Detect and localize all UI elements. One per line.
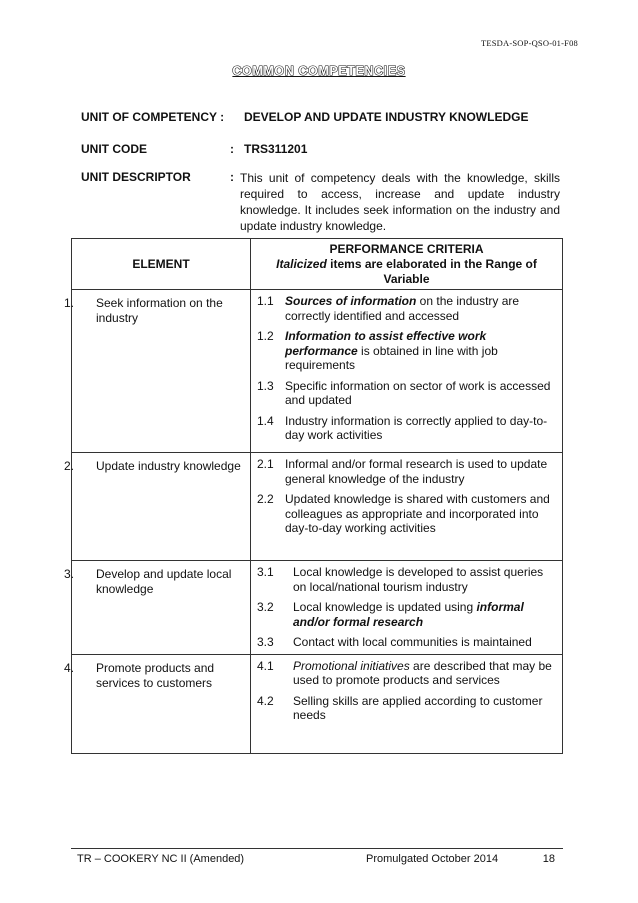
table-row: [72, 453, 563, 561]
unit-descriptor-text: This unit of competency deals with the knowledge, skills required to access, increase and update industry knowledge. It includes seek information on the industry and update industry knowledge.: [240, 171, 560, 233]
element-number: 2.: [64, 459, 75, 473]
criterion: [257, 492, 552, 536]
performance-criteria-note-italic: Italicized: [276, 256, 327, 271]
unit-descriptor-colon: :: [230, 170, 234, 184]
criterion: [257, 565, 552, 594]
criterion-text: Specific information on sector of work is accessed and updated: [285, 378, 551, 407]
criteria-cell: [251, 654, 563, 753]
criterion-text: Selling skills are applied according to customer needs: [293, 693, 543, 722]
criterion-emphasis: informal and/or formal research: [293, 600, 524, 629]
criterion: [257, 600, 552, 629]
footer-document-title: TR – COOKERY NC II (Amended): [77, 853, 245, 865]
criterion: [257, 414, 552, 443]
criterion-text: Local knowledge is developed to assist queries on local/national tourism industry: [293, 565, 544, 594]
criterion: [257, 329, 552, 373]
criterion-emphasis: Promotional initiatives: [293, 658, 410, 673]
criteria-cell: [251, 290, 563, 453]
unit-descriptor-label: UNIT DESCRIPTOR: [81, 170, 191, 184]
criterion: [257, 294, 552, 323]
criterion: [257, 635, 552, 650]
competency-table: [64, 238, 563, 754]
page-footer: [71, 848, 563, 865]
criterion: [257, 694, 552, 723]
element-cell: [64, 453, 251, 561]
unit-code-label: UNIT CODE: [81, 142, 147, 156]
page-number: 18: [542, 853, 555, 865]
unit-descriptor: [81, 170, 234, 184]
criterion-number: 1.1: [257, 294, 274, 308]
criterion-number: 4.1: [257, 658, 274, 673]
element-text: Seek information on the industry: [96, 296, 223, 325]
criterion-text: is obtained in line with job requirements: [285, 343, 498, 372]
performance-criteria-column-header: [251, 239, 563, 290]
criterion-number: 2.1: [257, 457, 274, 471]
criterion: [257, 379, 552, 408]
criterion-number: 3.1: [257, 565, 274, 579]
element-column-header: ELEMENT: [72, 239, 251, 290]
element-text: Promote products and services to customers: [96, 660, 215, 690]
unit-of-competency: [81, 110, 529, 124]
footer-promulgation: Promulgated October 2014: [366, 853, 499, 865]
criterion-emphasis: Information to assist effective work performance: [285, 329, 487, 358]
criterion: [257, 659, 552, 688]
criterion: [257, 457, 552, 486]
element-cell: [64, 561, 251, 655]
element-text: Develop and update local knowledge: [96, 567, 232, 596]
criterion-text: Updated knowledge is shared with customers and colleagues as appropriate and incorporated into day-to-day working activities: [285, 492, 550, 535]
criterion-number: 1.2: [257, 329, 274, 343]
criterion-text: on the industry are correctly identified and accessed: [285, 294, 520, 323]
criterion-number: 1.4: [257, 413, 274, 428]
unit-code-colon: :: [230, 142, 234, 156]
document-reference: TESDA-SOP-QSO-01-F08: [480, 38, 578, 48]
criterion-number: 3.2: [257, 600, 274, 614]
element-number: 4.: [64, 660, 75, 675]
element-text: Update industry knowledge: [96, 459, 241, 473]
performance-criteria-note: items are elaborated in the Range of Variable: [326, 256, 537, 286]
criterion-text: Local knowledge is updated using: [293, 600, 477, 614]
table-header-row: [72, 239, 563, 290]
criterion-text: Contact with local communities is maintained: [293, 635, 532, 649]
unit-code-value: TRS311201: [244, 142, 308, 156]
element-number: 3.: [64, 567, 75, 581]
criteria-cell: [251, 561, 563, 655]
unit-of-competency-value: DEVELOP AND UPDATE INDUSTRY KNOWLEDGE: [244, 110, 529, 124]
element-number: 1.: [64, 296, 75, 310]
unit-code: [81, 142, 308, 156]
page-title: COMMON COMPETENCIES: [232, 64, 406, 78]
criterion-number: 4.2: [257, 693, 274, 708]
table-row: [72, 561, 563, 655]
criterion-number: 3.3: [257, 635, 274, 649]
criterion-text: are described that may be used to promote products and services: [293, 658, 552, 687]
criterion-number: 1.3: [257, 378, 274, 393]
criteria-cell: [251, 453, 563, 561]
unit-of-competency-label: UNIT OF COMPETENCY :: [81, 110, 225, 124]
element-cell: [64, 290, 251, 453]
performance-criteria-title: PERFORMANCE CRITERIA: [329, 241, 484, 256]
criterion-text: Informal and/or formal research is used to update general knowledge of the industry: [285, 457, 548, 486]
criterion-text: Industry information is correctly applied to day-to-day work activities: [285, 413, 548, 442]
criterion-number: 2.2: [257, 492, 274, 506]
element-cell: [64, 654, 251, 753]
criterion-emphasis: Sources of information: [285, 294, 417, 308]
table-row: [72, 290, 563, 453]
table-row: [72, 654, 563, 753]
